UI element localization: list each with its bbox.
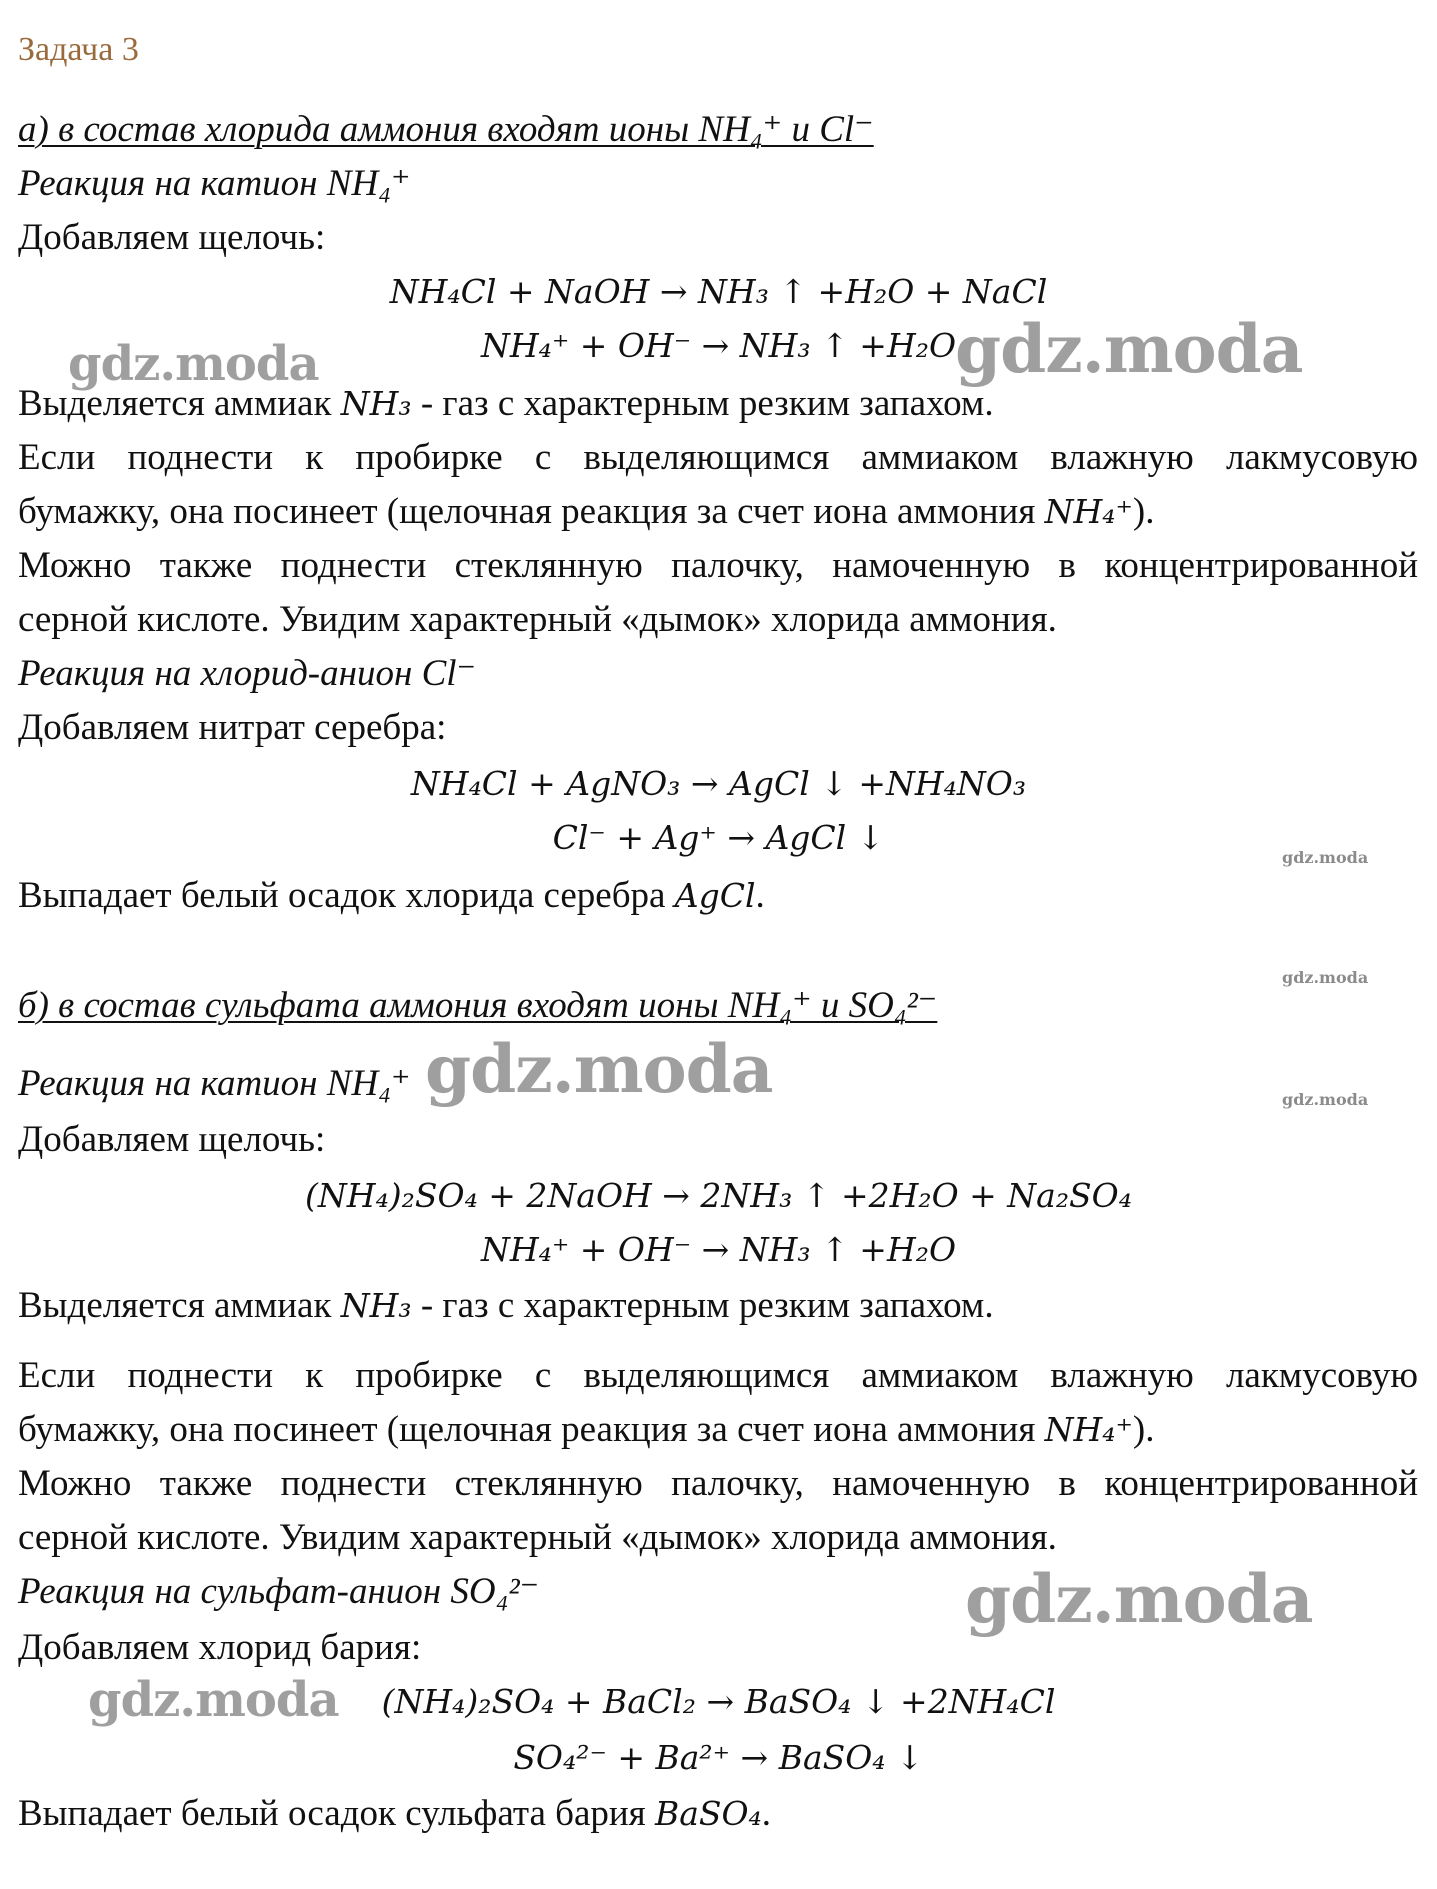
part-a-ammonia-formula: NH₃ — [340, 384, 412, 423]
part-b-rod-line-2: серной кислоте. Увидим характерный «дымок» хлорида аммония. — [18, 1517, 1057, 1558]
part-b-precip-text-post: . — [761, 1793, 772, 1834]
part-b-anion-heading: Реакция на сульфат-анион SO₄²⁻ — [18, 1571, 540, 1612]
part-b-litmus-text-pre: бумажку, она посинеет (щелочная реакция за счет иона аммония — [18, 1409, 1045, 1450]
part-b-ammonia-formula: NH₃ — [340, 1286, 412, 1325]
part-a-precipitate-line — [18, 874, 765, 918]
part-b-litmus-text-post: ). — [1132, 1409, 1155, 1450]
part-b-precip-formula: BaSO₄ — [654, 1794, 762, 1833]
part-b-precipitate-line — [18, 1792, 771, 1836]
part-a-equation-1: NH₄Cl + NaOH → NH₃ ↑ +H₂O + NaCl — [389, 272, 1048, 311]
part-b-ammonia-line — [18, 1284, 994, 1328]
part-b-add-barium: Добавляем хлорид бария: — [18, 1627, 422, 1668]
watermark: gdz.moda — [88, 1672, 339, 1728]
watermark: gdz.moda — [425, 1030, 773, 1108]
part-b-ammonia-text-pre: Выделяется аммиак — [18, 1285, 341, 1326]
part-b-cation-heading: Реакция на катион NH₄⁺ — [18, 1063, 411, 1104]
part-a-add-silver: Добавляем нитрат серебра: — [18, 707, 447, 748]
part-b-rod-line-1: Можно также поднести стеклянную палочку, намоченную в концентрированной — [18, 1463, 1418, 1504]
part-b-ammonia-text-post: - газ с характерным резким запахом. — [411, 1285, 994, 1326]
part-a-litmus-text-pre: бумажку, она посинеет (щелочная реакция за счет иона аммония — [18, 491, 1045, 532]
part-a-litmus-formula: NH₄⁺ — [1044, 492, 1133, 531]
part-a-heading: а) в состав хлорида аммония входят ионы NH₄⁺ и Cl⁻ — [18, 109, 874, 150]
part-a-equation-2: NH₄⁺ + OH⁻ → NH₃ ↑ +H₂O — [480, 326, 957, 365]
part-a-cation-heading: Реакция на катион NH₄⁺ — [18, 163, 411, 204]
part-a-litmus-text-post: ). — [1132, 491, 1155, 532]
watermark: gdz.moda — [1282, 1090, 1369, 1109]
part-a-anion-heading: Реакция на хлорид-анион Cl⁻ — [18, 653, 477, 694]
watermark: gdz.moda — [955, 310, 1303, 388]
part-b-precip-text-pre: Выпадает белый осадок сульфата бария — [18, 1793, 655, 1834]
part-a-litmus-line-1: Если поднести к пробирке с выделяющимся аммиаком влажную лакмусовую — [18, 437, 1418, 478]
part-a-rod-line-1: Можно также поднести стеклянную палочку, намоченную в концентрированной — [18, 545, 1418, 586]
watermark: gdz.moda — [1282, 968, 1369, 987]
part-a-equation-3: NH₄Cl + AgNO₃ → AgCl ↓ +NH₄NO₃ — [410, 764, 1027, 803]
part-b-litmus-line-1: Если поднести к пробирке с выделяющимся аммиаком влажную лакмусовую — [18, 1355, 1418, 1396]
part-a-precip-text-post: . — [755, 875, 765, 916]
watermark: gdz.moda — [1282, 848, 1369, 867]
part-a-equation-4: Cl⁻ + Ag⁺ → AgCl ↓ — [552, 818, 885, 857]
part-b-equation-2: NH₄⁺ + OH⁻ → NH₃ ↑ +H₂O — [480, 1230, 957, 1269]
part-a-litmus-line-2 — [18, 490, 1155, 534]
part-a-rod-line-2: серной кислоте. Увидим характерный «дымок» хлорида аммония. — [18, 599, 1057, 640]
part-a-add-alkali: Добавляем щелочь: — [18, 217, 326, 258]
task-title: Задача 3 — [18, 31, 139, 68]
part-a-ammonia-text-pre: Выделяется аммиак — [18, 383, 341, 424]
part-a-precip-text-pre: Выпадает белый осадок хлорида серебра — [18, 875, 675, 916]
part-a-precip-formula: AgCl — [674, 876, 756, 915]
part-a-ammonia-text-post: - газ с характерным резким запахом. — [411, 383, 994, 424]
part-b-litmus-line-2 — [18, 1408, 1155, 1452]
part-b-equation-3: (NH₄)₂SO₄ + BaCl₂ → BaSO₄ ↓ +2NH₄Cl — [381, 1682, 1056, 1721]
part-b-equation-1: (NH₄)₂SO₄ + 2NaOH → 2NH₃ ↑ +2H₂O + Na₂SO₄ — [305, 1176, 1132, 1215]
part-b-litmus-formula: NH₄⁺ — [1044, 1410, 1133, 1449]
part-b-add-alkali: Добавляем щелочь: — [18, 1119, 326, 1160]
part-b-equation-4: SO₄²⁻ + Ba²⁺ → BaSO₄ ↓ — [513, 1738, 924, 1777]
watermark: gdz.moda — [68, 336, 319, 392]
watermark: gdz.moda — [965, 1560, 1313, 1638]
part-b-heading: б) в состав сульфата аммония входят ионы NH₄⁺ и SO₄²⁻ — [18, 985, 938, 1026]
